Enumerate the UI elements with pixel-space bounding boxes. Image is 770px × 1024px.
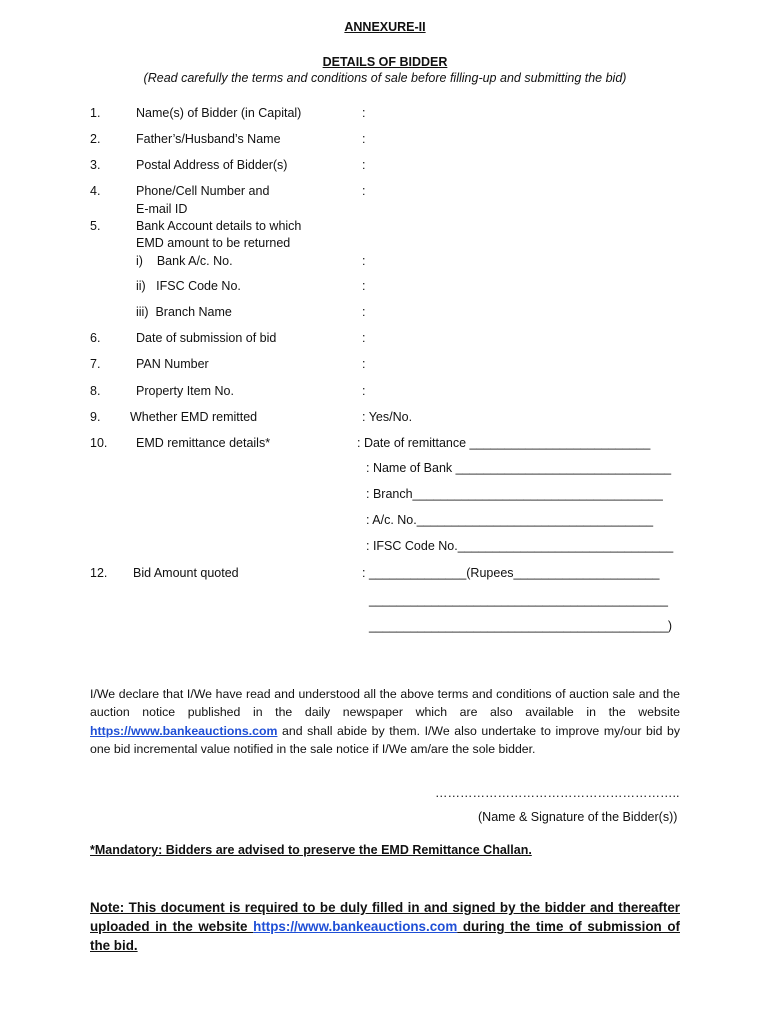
- field-emd-ifsc: : IFSC Code No._______________________________: [366, 539, 674, 553]
- field-colon: :: [362, 132, 366, 146]
- mandatory-note: *Mandatory: Bidders are advised to preserve the EMD Remittance Challan.: [90, 843, 532, 857]
- field-number: 9.: [90, 410, 101, 424]
- field-label-ifsc: ii) IFSC Code No.: [136, 279, 241, 293]
- field-number: 7.: [90, 357, 101, 371]
- field-emd-date: : Date of remittance __________________________: [357, 436, 651, 450]
- field-label-phone: Phone/Cell Number and: [136, 184, 270, 198]
- note-text: Note: This document is required to be duly filled in and signed by the bidder and thereafter uploaded in the website: [90, 900, 680, 934]
- field-emd-branch: : Branch____________________________________: [366, 487, 663, 501]
- field-number: 12.: [90, 566, 108, 580]
- annexure-heading: ANNEXURE-II: [344, 20, 426, 34]
- field-label-bid-amount: Bid Amount quoted: [133, 566, 239, 580]
- field-colon: :: [362, 158, 366, 172]
- field-label-bank-ac-no: i) Bank A/c. No.: [136, 254, 233, 268]
- field-number: 5.: [90, 219, 101, 233]
- field-bid-amount-words-line: ___________________________________________: [369, 593, 668, 607]
- declaration-text: I/We declare that I/We have read and understood all the above terms and conditions of auction sale and the auction notice published in the daily newspaper which are also available in the website: [90, 687, 680, 720]
- field-label-bidder-name: Name(s) of Bidder (in Capital): [136, 106, 302, 120]
- declaration-text: and shall abide by them. I/We also undertake to improve my/our bid by one bid incremental value notified in the sale notice if I/We am/are the sole bidder.: [90, 723, 680, 756]
- declaration-paragraph: [90, 685, 680, 758]
- field-number: 1.: [90, 106, 101, 120]
- field-label-submission-date: Date of submission of bid: [136, 331, 277, 345]
- field-label-property-item: Property Item No.: [136, 384, 234, 398]
- field-colon: :: [362, 357, 366, 371]
- field-label-emd-details: EMD remittance details*: [136, 436, 271, 450]
- field-number: 3.: [90, 158, 101, 172]
- field-colon: :: [362, 106, 366, 120]
- field-colon: :: [362, 279, 366, 293]
- field-colon: :: [362, 254, 366, 268]
- field-number: 4.: [90, 184, 101, 198]
- field-colon: :: [362, 384, 366, 398]
- field-emd-acno: : A/c. No.__________________________________: [366, 513, 654, 527]
- field-value-yes-no: : Yes/No.: [362, 410, 413, 424]
- field-label-email: E-mail ID: [136, 202, 188, 216]
- field-number: 2.: [90, 132, 101, 146]
- field-label-pan: PAN Number: [136, 357, 209, 371]
- website-link[interactable]: https://www.bankeauctions.com: [90, 723, 278, 738]
- submission-note: [90, 898, 680, 955]
- field-label-postal-address: Postal Address of Bidder(s): [136, 158, 288, 172]
- form-instruction: (Read carefully the terms and conditions of sale before filling-up and submitting the bid): [143, 71, 627, 85]
- field-label-father-husband-name: Father’s/Husband’s Name: [136, 132, 281, 146]
- field-number: 8.: [90, 384, 101, 398]
- signature-caption: (Name & Signature of the Bidder(s)): [478, 810, 678, 824]
- form-title: DETAILS OF BIDDER: [322, 55, 448, 69]
- field-bid-amount-line: : ______________(Rupees_____________________: [362, 566, 660, 580]
- field-label-bank-account: Bank Account details to which: [136, 219, 302, 233]
- field-bid-amount-words-line: ___________________________________________): [369, 619, 673, 633]
- signature-line: …………………………………………………..: [435, 786, 680, 800]
- field-colon: :: [362, 305, 366, 319]
- field-emd-bank: : Name of Bank _______________________________: [366, 461, 672, 475]
- website-link[interactable]: https://www.bankeauctions.com: [253, 919, 458, 934]
- field-label-emd-remitted: Whether EMD remitted: [130, 410, 258, 424]
- field-number: 6.: [90, 331, 101, 345]
- field-colon: :: [362, 184, 366, 198]
- field-label-emd-return: EMD amount to be returned: [136, 236, 291, 250]
- field-label-branch-name: iii) Branch Name: [136, 305, 232, 319]
- field-colon: :: [362, 331, 366, 345]
- field-number: 10.: [90, 436, 108, 450]
- note-text: during the time of submission of the bid.: [90, 919, 680, 953]
